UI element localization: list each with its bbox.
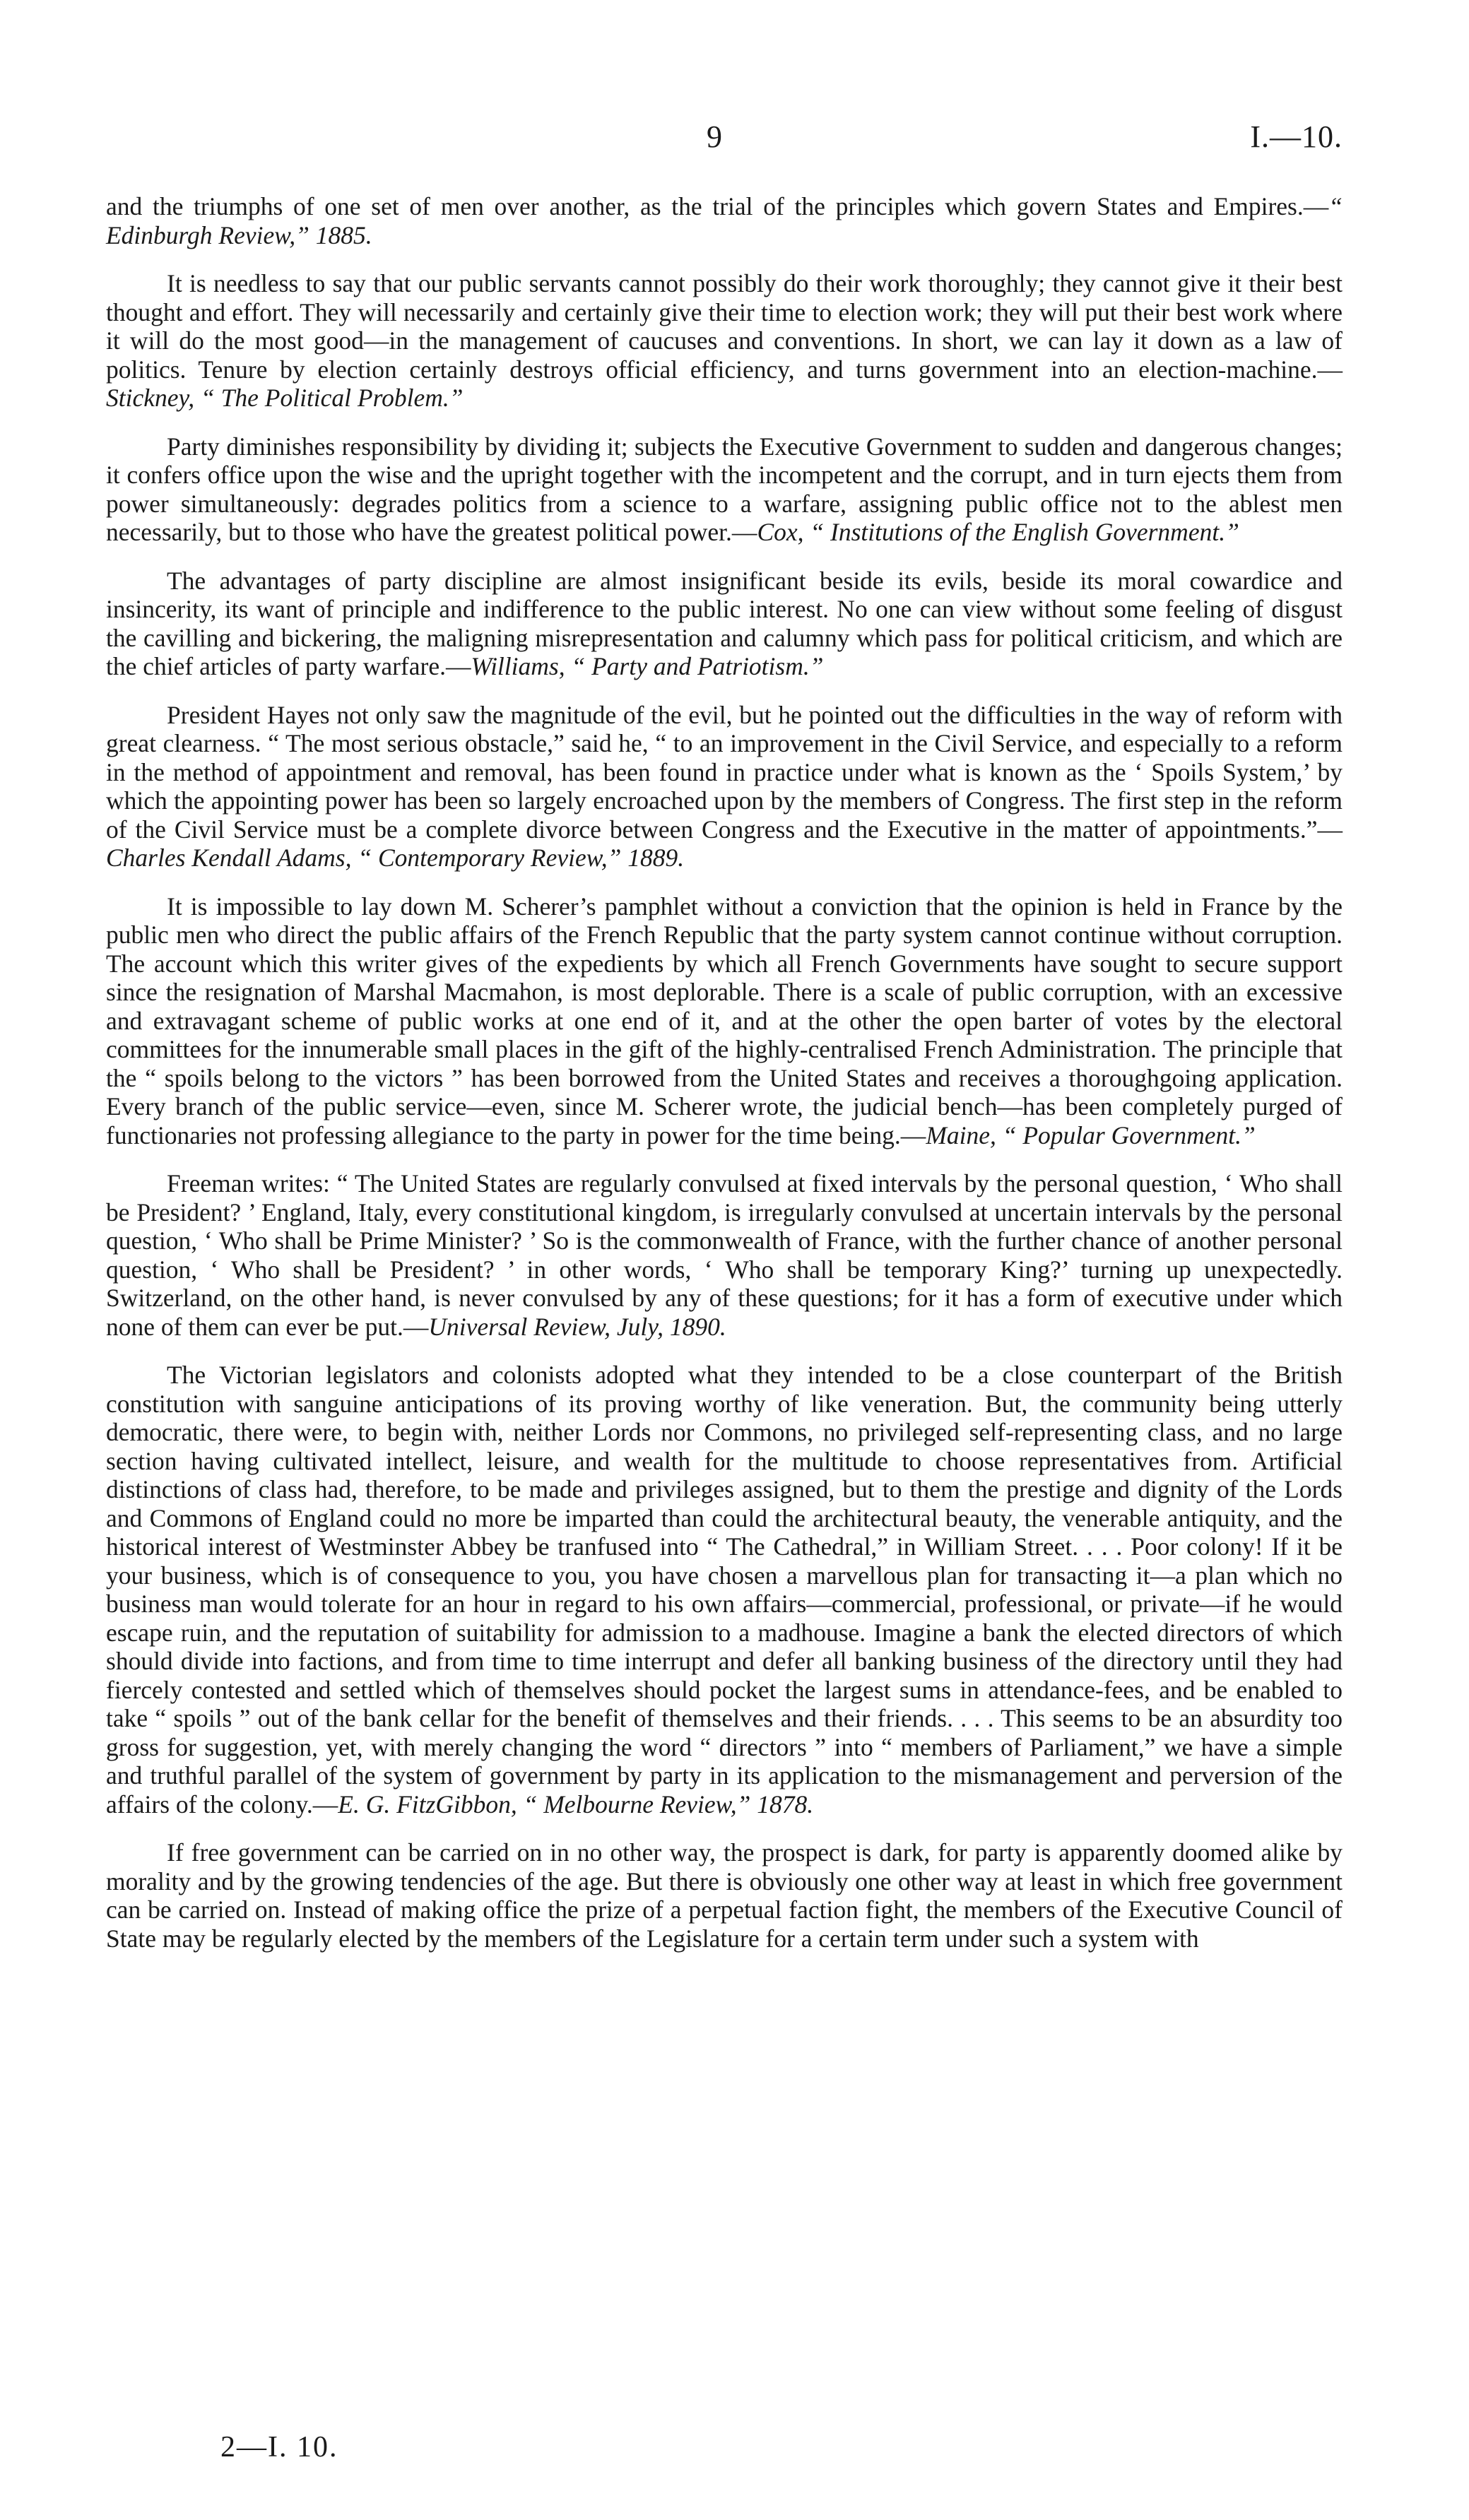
paragraph [106, 432, 1343, 547]
paragraph-text: The advantages of party discipline are almost insignificant beside its evils, beside its moral cowardice and insincerity, its want of principle and indifference to the public interest. No one can view without some feeling of disgust the cavilling and bickering, the maligning misrepresentation and calumny which pass for political criticism, and which are the chief articles of party warfare.— [106, 566, 1343, 680]
paragraph [106, 269, 1343, 413]
paragraph-text: President Hayes not only saw the magnitude of the evil, but he pointed out the difficulties in the way of reform with great clearness. “ The most serious obstacle,” said he, “ to an improvement in the Civil Service, and especially to a reform in the method of appointment and removal, has been found in practice under what is known as the ‘ Spoils System,’ by which the appointing power has been so largely encroached upon by the members of Congress. The first step in the reform of the Civil Service must be a complete divorce between Congress and the Executive in the matter of appointments.”— [106, 700, 1343, 844]
paragraph-text: Freeman writes: “ The United States are regularly convulsed at fixed intervals by the personal question, ‘ Who shall be President? ’ England, Italy, every constitutional kingdom, is irregularly convulsed at uncertain intervals by the personal question, ‘ Who shall be Prime Minister? ’ So is the commonwealth of France, with the further chance of another personal question, ‘ Who shall be President? ’ in other words, ‘ Who shall be temporary King?’ turning up unexpectedly. Switzerland, on the other hand, is never convulsed by any of these questions; for it has a form of executive under which none of them can ever be put.— [106, 1169, 1343, 1341]
paragraph [106, 892, 1343, 1150]
citation: E. G. FitzGibbon, “ Melbourne Review,” 1878. [338, 1790, 814, 1818]
page-number: 9 [707, 119, 722, 154]
paragraph-text: The Victorian legislators and colonists adopted what they intended to be a close counterpart of the British constitution with sanguine anticipations of its proving worthy of like veneration. But, the community being utterly democratic, there were, to begin with, neither Lords nor Commons, no privileged self-representing class, and no large section having cultivated intellect, leisure, and wealth for the multitude to choose representatives from. Artificial distinctions of class had, therefore, to be made and privileges assigned, but to them the prestige and dignity of the Lords and Commons of England could no more be imparted than could the architectural beauty, the venerable antiquity, and the historical interest of Westminster Abbey be tranfused into “ The Cathedral,” in William Street. . . . Poor colony! If it be your business, which is of consequence to you, you have chosen a marvellous plan for transacting it—a plan which no business man would tolerate for an hour in regard to his own affairs—commercial, professional, or private—if he would escape ruin, and the reputation of suitability for admission to a madhouse. Imagine a bank the elected directors of which should divide into factions, and from time to time interrupt and defer all banking business of the directory until they had fiercely contested and settled which of themselves should pocket the largest sums in attendance-fees, and be enabled to take “ spoils ” out of the bank cellar for the benefit of themselves and their friends. . . . This seems to be an absurdity too gross for suggestion, yet, with merely changing the word “ directors ” into “ members of Parliament,” we have a simple and truthful parallel of the system of government by party in its application to the mismanagement and perversion of the affairs of the colony.— [106, 1361, 1343, 1818]
paragraph [106, 1361, 1343, 1818]
signature-mark: 2—I. 10. [220, 2431, 338, 2463]
paragraph-text: and the triumphs of one set of men over another, as the trial of the principles which govern States and Empires.— [106, 192, 1329, 220]
paragraph [106, 192, 1343, 249]
page-header [106, 119, 1343, 161]
citation: Charles Kendall Adams, “ Contemporary Review,” 1889. [106, 844, 685, 872]
paragraph-text: It is impossible to lay down M. Scherer’s pamphlet without a conviction that the opinion is held in France by the public men who direct the public affairs of the French Republic that the party system cannot continue without corruption. The account which this writer gives of the expedients by which all French Governments have sought to secure support since the resignation of Marshal Macmahon, is most deplorable. There is a scale of public corruption, with an excessive and extravagant scheme of public works at one end of it, and at the other the open barter of votes by the electoral committees for the innumerable small places in the gift of the highly-centralised French Administration. The principle that the “ spoils belong to the victors ” has been borrowed from the United States and receives a thoroughgoing application. Every branch of the public service—even, since M. Scherer wrote, the judicial bench—has been completely purged of functionaries not professing allegiance to the party in power for the time being.— [106, 892, 1343, 1149]
paragraph-text: If free government can be carried on in no other way, the prospect is dark, for party is apparently doomed alike by morality and by the growing tendencies of the age. But there is obviously one other way at least in which free government can be carried on. Instead of making office the prize of a perpetual faction fight, the members of the Executive Council of State may be regularly elected by the members of the Legislature for a certain term under such a system with [106, 1838, 1343, 1953]
body-text [106, 192, 1343, 1972]
paragraph [106, 1838, 1343, 1953]
citation: Maine, “ Popular Government.” [926, 1120, 1256, 1149]
paragraph [106, 1169, 1343, 1341]
citation: Stickney, “ The Political Problem.” [106, 384, 464, 412]
citation: “ Edinburgh Review,” 1885. [106, 192, 1343, 249]
citation: Cox, “ Institutions of the English Government.” [757, 518, 1239, 546]
paragraph-text: It is needless to say that our public servants cannot possibly do their work thoroughly; they cannot give it their best thought and effort. They will necessarily and certainly give their time to election work; they will put their best work where it will do the most good—in the management of caucuses and conventions. In short, we can lay it down as a law of politics. Tenure by election certainly destroys official efficiency, and turns government into an election-machine.— [106, 269, 1343, 384]
citation: Universal Review, July, 1890. [428, 1312, 726, 1341]
paragraph-text: Party diminishes responsibility by dividing it; subjects the Executive Government to sudden and dangerous changes; it confers office upon the wise and the upright together with the incompetent and the corrupt, and in turn ejects them from power simultaneously: degrades politics from a science to a warfare, assigning public office not to the ablest men necessarily, but to those who have the greatest political power.— [106, 432, 1343, 546]
paragraph [106, 567, 1343, 681]
citation: Williams, “ Party and Patriotism.” [471, 652, 824, 680]
paper-reference: I.—10. [1250, 119, 1343, 154]
paragraph [106, 701, 1343, 872]
